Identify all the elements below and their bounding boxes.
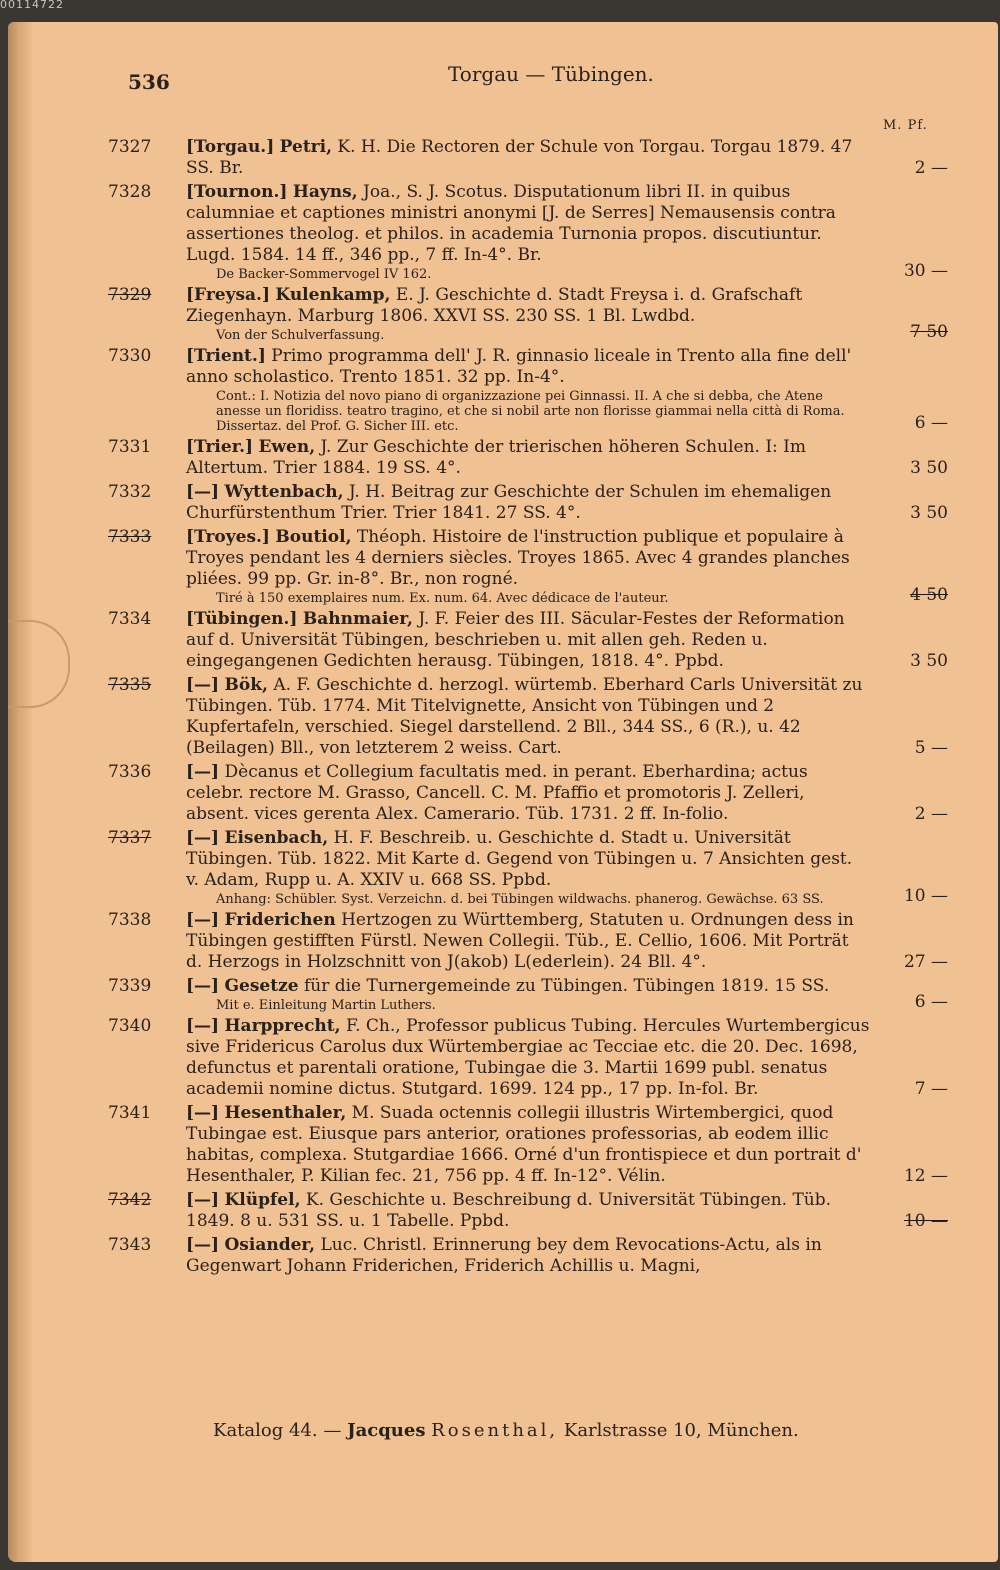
entry-price: 2 — bbox=[914, 158, 948, 178]
entry-number: 7330 bbox=[108, 346, 152, 366]
entry-description: Luc. Christl. Erinnerung bey dem Revocations-Actu, als in Gegenwart Johann Friderichen, Friderich Achillis u. Magni, bbox=[186, 1235, 822, 1276]
entry-subject: [—] bbox=[186, 762, 220, 782]
entry-number: 7331 bbox=[108, 437, 152, 457]
entry-number: 7339 bbox=[108, 976, 152, 996]
currency-header: M. Pf. bbox=[883, 118, 928, 133]
entry-description: J. Zur Geschichte der trierischen höheren Schulen. I: Im Altertum. Trier 1884. 19 SS. 4°. bbox=[186, 437, 807, 478]
entry-author: Ewen, bbox=[258, 437, 316, 457]
entry-price: 6 — bbox=[914, 992, 948, 1012]
entry-number: 7328 bbox=[108, 182, 152, 202]
entry-number: 7329 bbox=[108, 285, 152, 305]
entry-subject: [—] bbox=[186, 1016, 220, 1036]
catalog-entry bbox=[108, 437, 948, 479]
entry-subject: [—] bbox=[186, 1103, 220, 1123]
entry-note: Mit e. Einleitung Martin Luthers. bbox=[216, 998, 436, 1013]
entry-author: Friderichen bbox=[224, 910, 336, 930]
catalog-entry bbox=[108, 285, 948, 343]
entry-subject: [Tournon.] bbox=[186, 182, 288, 202]
entry-subject: [—] bbox=[186, 910, 220, 930]
entry-description: J. F. Feier des III. Säcular-Festes der Reformation auf d. Universität Tübingen, beschrieben u. mit allen geh. Reden u. eingegangenen Gedichten herausg. Tübingen, 1818. 4°. Ppbd. bbox=[186, 609, 845, 671]
footer-surname: Rosenthal, bbox=[431, 1420, 559, 1441]
entry-note: Tiré à 150 exemplaires num. Ex. num. 64. Avec dédicace de l'auteur. bbox=[216, 591, 669, 606]
entry-author: Boutiol, bbox=[275, 527, 352, 547]
entry-subject: [Trient.] bbox=[186, 346, 266, 366]
entry-description: Primo programma dell' J. R. ginnasio liceale in Trento alla fine dell' anno scholastico. Trento 1851. 32 pp. In-4°. bbox=[186, 346, 852, 387]
entry-number: 7334 bbox=[108, 609, 152, 629]
entry-description: H. F. Beschreib. u. Geschichte d. Stadt u. Universität Tübingen. Tüb. 1822. Mit Karte d. Gegend von Tübingen u. 7 Ansichten gest. v. Adam, Rupp u. A. XXIV u. 668 SS. Ppbd. bbox=[186, 828, 853, 890]
entry-text bbox=[186, 182, 870, 266]
entry-price: 3 50 bbox=[910, 503, 948, 523]
footer-catalog: Katalog 44. — bbox=[213, 1420, 342, 1441]
footer-name: Jacques bbox=[347, 1420, 426, 1441]
catalog-entry bbox=[108, 675, 948, 759]
entry-description: F. Ch., Professor publicus Tubing. Hercules Wurtembergicus sive Fridericus Carolus dux Würtembergiae ac Tecciae etc. die 20. Dec. 1698, defunctus et parentali oratione, Tubingae die 3. Martii 1699 publ. senatus academii nomine dictus. Stutgard. 1699. 124 pp., 17 pp. In-fol. Br. bbox=[186, 1016, 870, 1099]
entry-number: 7340 bbox=[108, 1016, 152, 1036]
entry-author: Klüpfel, bbox=[224, 1190, 301, 1210]
entry-author: Wyttenbach, bbox=[224, 482, 344, 502]
entry-number: 7335 bbox=[108, 675, 152, 695]
entry-description: Dècanus et Collegium facultatis med. in perant. Eberhardina; actus celebr. rectore M. Grasso, Cancell. C. M. Pfaffio et promotoris J. Zelleri, absent. vices gerenta Alex. Camerario. Tüb. 1731. 2 ff. In-folio. bbox=[186, 762, 808, 824]
catalog-entry bbox=[108, 910, 948, 973]
entry-number: 7341 bbox=[108, 1103, 152, 1123]
entry-description: E. J. Geschichte d. Stadt Freysa i. d. Grafschaft Ziegenhayn. Marburg 1806. XXVI SS. 230 SS. 1 Bl. Lwdbd. bbox=[186, 285, 803, 326]
book-binding bbox=[8, 22, 32, 1562]
entry-price: 27 — bbox=[903, 952, 948, 972]
entry-text bbox=[186, 482, 870, 524]
entry-text bbox=[186, 527, 870, 590]
entry-author: Harpprecht, bbox=[224, 1016, 341, 1036]
entry-description: für die Turnergemeinde zu Tübingen. Tübingen 1819. 15 SS. bbox=[303, 976, 830, 996]
entry-subject: [Tübingen.] bbox=[186, 609, 298, 629]
entry-text bbox=[186, 976, 870, 997]
entry-author: Osiander, bbox=[224, 1235, 316, 1255]
entry-price: 10 — bbox=[903, 1211, 948, 1231]
entry-text bbox=[186, 762, 870, 825]
entry-description: M. Suada octennis collegii illustris Wirtembergici, quod Tubingae est. Eiusque pars anterior, orationes professorias, ab eodem illic habitas, complexa. Stutgardiae 1666. Orné d'un frontispiece et dun portrait d' Hesenthaler, P. Kilian fec. 21, 756 pp. 4 ff. In-12°. Vélin. bbox=[186, 1103, 862, 1186]
page-number: 536 bbox=[128, 70, 170, 94]
entry-price: 6 — bbox=[914, 413, 948, 433]
entry-text bbox=[186, 285, 870, 327]
entry-author: Petri, bbox=[279, 137, 332, 157]
entry-description: K. Geschichte u. Beschreibung d. Universität Tübingen. Tüb. 1849. 8 u. 531 SS. u. 1 Tabelle. Ppbd. bbox=[186, 1190, 832, 1231]
catalog-entry bbox=[108, 137, 948, 179]
entry-author: Eisenbach, bbox=[224, 828, 329, 848]
entry-number: 7333 bbox=[108, 527, 152, 547]
entry-subject: [—] bbox=[186, 675, 220, 695]
catalog-entry bbox=[108, 527, 948, 606]
entry-number: 7332 bbox=[108, 482, 152, 502]
entry-price: 5 — bbox=[914, 738, 948, 758]
entry-note: Cont.: I. Notizia del novo piano di organizzazione pei Ginnassi. II. A che si debba, che Atene anesse un floridiss. teatro tragino, et che si nobil arte non florisse giammai nella città di Roma. Dissertaz. del Prof. G. Sicher III. etc. bbox=[216, 389, 845, 434]
entry-description: A. F. Geschichte d. herzogl. würtemb. Eberhard Carls Universität zu Tübingen. Tüb. 1774. Mit Titelvignette, Ansicht von Tübingen und 2 Kupfertafeln, verschied. Siegel darstellend. 2 Bll., 344 SS., 6 (R.), u. 42 (Beilagen) Bll., von letzterem 2 weiss. Cart. bbox=[186, 675, 863, 758]
entry-text bbox=[186, 1235, 870, 1277]
entry-text bbox=[186, 137, 870, 179]
entry-number: 7338 bbox=[108, 910, 152, 930]
entry-subject: [—] bbox=[186, 1190, 220, 1210]
catalog-entry bbox=[108, 1016, 948, 1100]
entry-price: 12 — bbox=[903, 1166, 948, 1186]
entry-number: 7337 bbox=[108, 828, 152, 848]
entry-price: 10 — bbox=[903, 886, 948, 906]
catalog-entry bbox=[108, 609, 948, 672]
catalog-entry bbox=[108, 182, 948, 282]
entry-author: Gesetze bbox=[224, 976, 299, 996]
entry-price: 4 50 bbox=[910, 585, 948, 605]
catalog-entry bbox=[108, 1190, 948, 1232]
entry-subject: [Troyes.] bbox=[186, 527, 270, 547]
entry-subject: [—] bbox=[186, 1235, 220, 1255]
catalog-entry bbox=[108, 762, 948, 825]
entry-text bbox=[186, 675, 870, 759]
entry-subject: [Freysa.] bbox=[186, 285, 271, 305]
entry-price: 7 — bbox=[914, 1079, 948, 1099]
entry-description: J. H. Beitrag zur Geschichte der Schulen im ehemaligen Churfürstenthum Trier. Trier 1841. 27 SS. 4°. bbox=[186, 482, 832, 523]
entry-price: 2 — bbox=[914, 804, 948, 824]
entry-text bbox=[186, 437, 870, 479]
entry-text bbox=[186, 910, 870, 973]
entry-subject: [—] bbox=[186, 828, 220, 848]
catalog-entry bbox=[108, 828, 948, 907]
catalog-entry bbox=[108, 976, 948, 1013]
catalog-entry bbox=[108, 346, 948, 434]
entry-description: Théoph. Histoire de l'instruction publique et populaire à Troyes pendant les 4 derniers siècles. Troyes 1865. Avec 4 grandes planches pliées. 99 pp. Gr. in-8°. Br., non rogné. bbox=[186, 527, 850, 589]
entry-note: Von der Schulverfassung. bbox=[216, 328, 385, 343]
entry-number: 7327 bbox=[108, 137, 152, 157]
catalog-entry bbox=[108, 1235, 948, 1277]
entry-price: 30 — bbox=[903, 261, 948, 281]
entry-text bbox=[186, 346, 870, 388]
entry-number: 7342 bbox=[108, 1190, 152, 1210]
entry-description: Hertzogen zu Württemberg, Statuten u. Ordnungen dess in Tübingen gestifften Fürstl. Newen Collegii. Tüb., E. Cellio, 1606. Mit Porträt d. Herzogs in Holzschnitt von J(akob) L(ederlein). 24 Bll. 4°. bbox=[186, 910, 854, 972]
entry-text bbox=[186, 609, 870, 672]
entry-price: 3 50 bbox=[910, 458, 948, 478]
entry-note: De Backer-Sommervogel IV 162. bbox=[216, 267, 432, 282]
catalog-page bbox=[8, 22, 998, 1562]
entry-text bbox=[186, 1016, 870, 1100]
entry-description: K. H. Die Rectoren der Schule von Torgau. Torgau 1879. 47 SS. Br. bbox=[186, 137, 853, 178]
corner-stamp: 00114722 bbox=[0, 0, 64, 10]
entry-subject: [—] bbox=[186, 482, 220, 502]
entry-text bbox=[186, 1190, 870, 1232]
page-header bbox=[128, 62, 868, 100]
entry-list bbox=[108, 137, 948, 1280]
entry-number: 7343 bbox=[108, 1235, 152, 1255]
entry-text bbox=[186, 1103, 870, 1187]
entry-author: Kulenkamp, bbox=[275, 285, 391, 305]
entry-price: 3 50 bbox=[910, 651, 948, 671]
page-footer bbox=[213, 1420, 893, 1441]
entry-description: Joa., S. J. Scotus. Disputationum libri II. in quibus calumniae et captiones ministri anonymi [J. de Serres] Nemausensis contra assertiones theolog. et philos. in academia Turnonia propos. discutiuntur. Lugd. 1584. 14 ff., 346 pp., 7 ff. In-4°. Br. bbox=[186, 182, 836, 265]
entry-author: Hesenthaler, bbox=[224, 1103, 347, 1123]
entry-author: Hayns, bbox=[292, 182, 358, 202]
entry-subject: [Torgau.] bbox=[186, 137, 275, 157]
entry-number: 7336 bbox=[108, 762, 152, 782]
entry-subject: [—] bbox=[186, 976, 220, 996]
entry-text bbox=[186, 828, 870, 891]
page-clasp bbox=[8, 620, 70, 708]
entry-note: Anhang: Schübler. Syst. Verzeichn. d. bei Tübingen wildwachs. phanerog. Gewächse. 63 SS. bbox=[216, 892, 824, 907]
entry-author: Bahnmaier, bbox=[302, 609, 413, 629]
entry-subject: [Trier.] bbox=[186, 437, 254, 457]
catalog-entry bbox=[108, 482, 948, 524]
footer-address: Karlstrasse 10, München. bbox=[563, 1420, 799, 1441]
entry-price: 7 50 bbox=[910, 322, 948, 342]
running-title: Torgau — Tübingen. bbox=[448, 62, 654, 86]
entry-author: Bök, bbox=[224, 675, 268, 695]
catalog-entry bbox=[108, 1103, 948, 1187]
